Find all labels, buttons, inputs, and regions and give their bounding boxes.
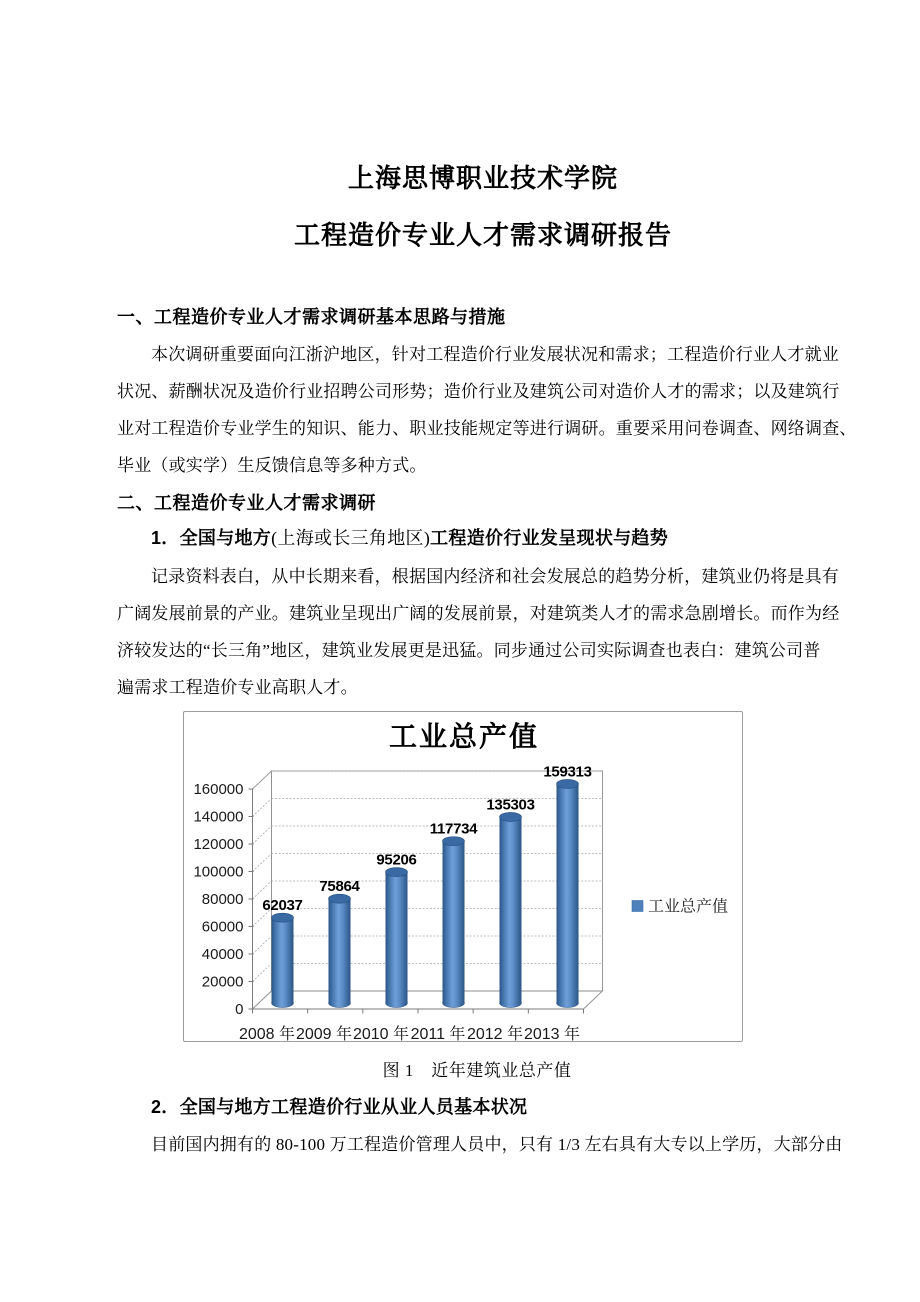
paragraph-line: 目前国内拥有的 80-100 万工程造价管理人员中，只有 1/3 左右具有大专以上学历，大部分由 <box>151 1135 843 1154</box>
y-axis-label: 120000 <box>193 836 244 853</box>
bar-top-ellipse <box>500 812 522 821</box>
bar <box>386 868 408 1008</box>
y-axis-label: 20000 <box>201 973 244 991</box>
data-label: 75864 <box>319 878 360 896</box>
subsection-1-normal-mid: (上海或长三角地区) <box>271 528 431 548</box>
x-axis-label: 2011 年 <box>410 1026 466 1041</box>
subsection-1-heading <box>151 524 809 550</box>
data-label: 95206 <box>376 851 417 869</box>
paragraph-line: 毕业（或实学）生反馈信息等多种方式。 <box>117 456 427 475</box>
bar-top-ellipse <box>329 894 351 903</box>
y-axis-label: 100000 <box>193 863 244 881</box>
bar <box>557 779 579 1007</box>
legend-label: 工业总产值 <box>648 898 729 916</box>
bar-chart-svg <box>184 712 742 1041</box>
paragraph-line: 记录资料表白，从中长期来看，根据国内经济和社会发展总的趋势分析，建筑业仍将是具有 <box>151 567 839 586</box>
subsection-2-heading <box>151 1093 809 1119</box>
y-axis-label: 0 <box>235 1001 244 1018</box>
subsection-1-bold-lead: 1．全国与地方 <box>151 528 272 548</box>
paragraph-line: 状况、薪酬状况及造价行业招聘公司形势；造价行业及建筑公司对造价人才的需求；以及建筑行 <box>117 382 840 401</box>
x-axis-label: 2008 年 <box>238 1026 296 1041</box>
chart-figure <box>183 711 743 1042</box>
bar-body <box>557 784 579 1003</box>
subsection-2-heading-text: 2．全国与地方工程造价行业从业人员基本状况 <box>151 1097 528 1117</box>
legend-square-icon <box>632 901 643 912</box>
y-axis-label: 140000 <box>193 808 244 826</box>
doc-title-line1: 上海思博职业技术学院 <box>347 164 618 193</box>
y-axis-label: 160000 <box>193 781 244 798</box>
section-2-heading: 二、工程造价专业人才需求调研 <box>117 493 376 513</box>
bar-top-ellipse <box>386 868 408 877</box>
legend <box>632 898 728 916</box>
x-axis-label: 2013 年 <box>523 1026 581 1041</box>
paragraph-line: 本次调研重要面向江浙沪地区，针对工程造价行业发展状况和需求；工程造价行业人才就业 <box>151 345 839 364</box>
paragraph-line: 业对工程造价专业学生的知识、能力、职业技能规定等进行调研。重要采用问卷调查、网络调查、 <box>117 419 857 438</box>
data-label: 135303 <box>486 796 535 814</box>
bar <box>329 894 351 1007</box>
data-label: 117734 <box>429 820 478 838</box>
bar-top-ellipse <box>557 779 579 788</box>
paragraph-line: 遍需求工程造价专业高职人才。 <box>117 678 358 697</box>
doc-title-line2: 工程造价专业人才需求调研报告 <box>293 221 672 250</box>
bar-body <box>386 872 408 1003</box>
data-label: 62037 <box>262 897 303 915</box>
y-axis-label: 80000 <box>201 891 244 908</box>
subsection-1-bold-tail: 工程造价行业发呈现状与趋势 <box>430 528 669 548</box>
paragraph-line: 广阔发展前景的产业。建筑业呈现出广阔的发展前景，对建筑类人才的需求急剧增长。而作为经 <box>117 604 840 623</box>
bar <box>272 913 294 1007</box>
bar <box>443 837 465 1008</box>
plot-walls <box>253 771 603 1009</box>
y-axis-label: 40000 <box>201 946 244 963</box>
figure-caption: 图 1 近年建筑业总产值 <box>382 1061 572 1080</box>
paragraph-line: 济较发达的“长三角”地区，建筑业发展更是迅猛。同步通过公司实际调查也表白：建筑公司普 <box>117 641 821 660</box>
bar-body <box>272 918 294 1003</box>
subsection-2-paragraph <box>117 1126 843 1163</box>
x-axis-label: 2009 年 <box>295 1026 353 1041</box>
section-1-heading: 一、工程造价专业人才需求调研基本思路与措施 <box>117 307 506 327</box>
bar-body <box>329 899 351 1003</box>
section-1-paragraph <box>117 336 857 484</box>
bar-body <box>443 841 465 1003</box>
bar-body <box>500 817 522 1003</box>
floor <box>253 991 603 1009</box>
left-wall <box>253 771 272 1009</box>
bar-top-ellipse <box>443 837 465 846</box>
x-axis-label: 2012 年 <box>466 1026 524 1041</box>
y-axis-label: 60000 <box>201 918 244 936</box>
bar-top-ellipse <box>272 913 294 922</box>
x-axis-label: 2010 年 <box>352 1026 410 1041</box>
data-label: 159313 <box>543 763 592 781</box>
subsection-1-paragraph <box>117 558 840 706</box>
chart-title: 工业总产值 <box>388 721 540 752</box>
bar <box>500 812 522 1007</box>
